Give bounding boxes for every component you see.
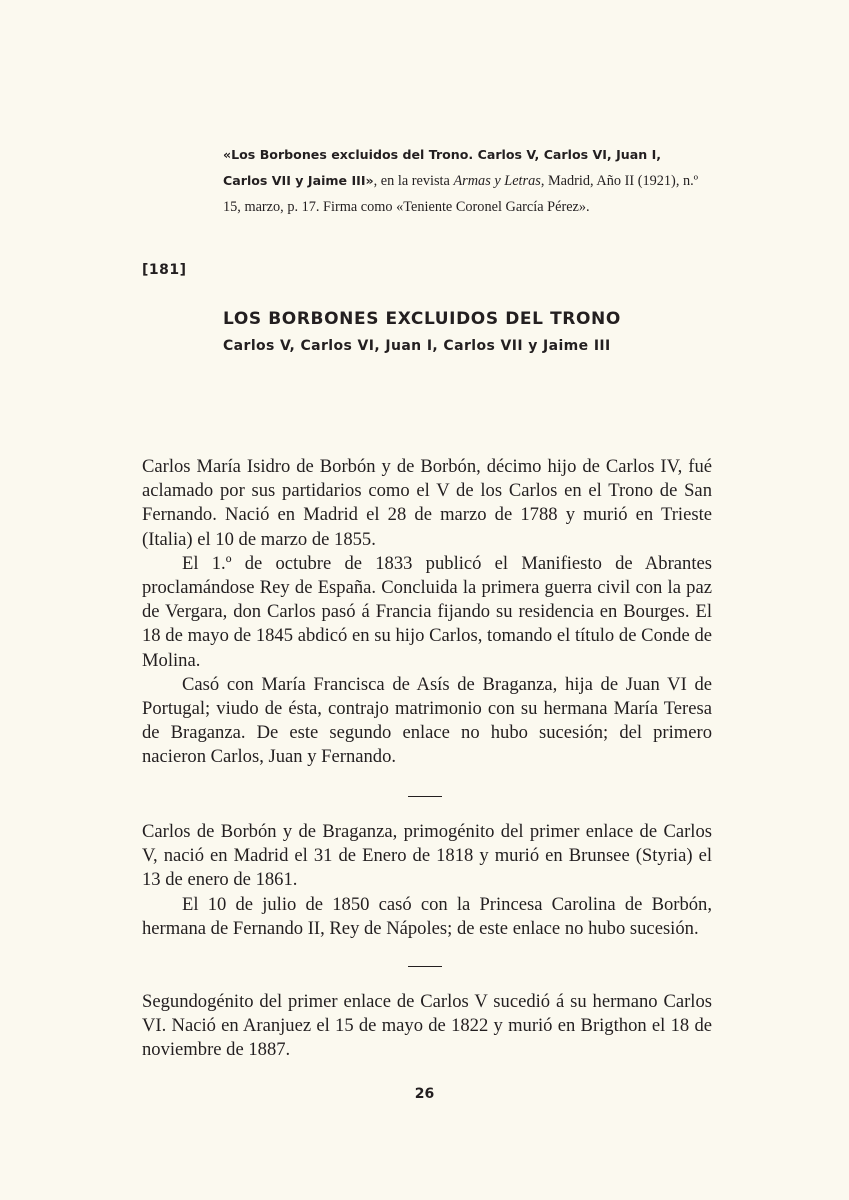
section-separator	[408, 796, 442, 797]
source-title: «Los Borbones excluidos del Trono. Carlos V, Carlos VI, Juan I, Carlos VII y Jaime III»	[223, 147, 662, 188]
source-note	[223, 142, 703, 220]
paragraph: Casó con María Francisca de Asís de Braganza, hija de Juan VI de Portugal; viudo de ésta, contrajo matrimonio con su hermana María Teresa de Braganza. De este segundo enlace no hubo sucesión; del primero nacieron Carlos, Juan y Fernando.	[142, 673, 712, 768]
document-subtitle: Carlos V, Carlos VI, Juan I, Carlos VII y Jaime III	[223, 338, 611, 354]
document-title: LOS BORBONES EXCLUIDOS DEL TRONO	[223, 309, 621, 329]
page-number: 26	[414, 1086, 435, 1102]
section-carlos-vi	[142, 820, 712, 941]
paragraph: Carlos María Isidro de Borbón y de Borbón, décimo hijo de Carlos IV, fué aclamado por sus partidarios como el V de los Carlos en el Trono de San Fernando. Nació en Madrid el 28 de marzo de 1788 y murió en Trieste (Italia) el 10 de marzo de 1855.	[142, 456, 712, 550]
source-text-after-italic: , Madrid, Año II (1921), n.º 15, marzo, p. 17. Firma como «Teniente Coronel García Pérez».	[223, 173, 699, 215]
paragraph: Segundogénito del primer enlace de Carlos V sucedió á su hermano Carlos VI. Nació en Aranjuez el 15 de mayo de 1822 y murió en Brigthon el 18 de noviembre de 1887.	[142, 991, 712, 1061]
paragraph: El 10 de julio de 1850 casó con la Princesa Carolina de Borbón, hermana de Fernando II, Rey de Nápoles; de este enlace no hubo sucesión.	[142, 893, 712, 939]
section-juan-i	[142, 990, 712, 1063]
paragraph: El 1.º de octubre de 1833 publicó el Manifiesto de Abrantes proclamándose Rey de España. Concluida la primera guerra civil con la paz de Vergara, don Carlos pasó á Francia fijando su residencia en Bourges. El 18 de mayo de 1845 abdicó en su hijo Carlos, tomando el título de Conde de Molina.	[142, 552, 712, 671]
section-carlos-v	[142, 455, 712, 770]
source-journal-name: Armas y Letras	[453, 173, 541, 189]
section-separator	[408, 966, 442, 967]
paragraph: Carlos de Borbón y de Braganza, primogénito del primer enlace de Carlos V, nació en Madrid el 31 de Enero de 1818 y murió en Brunsee (Styria) el 13 de enero de 1861.	[142, 821, 712, 891]
document-number: [181]	[142, 262, 187, 278]
source-text-before-italic: , en la revista	[373, 173, 454, 189]
